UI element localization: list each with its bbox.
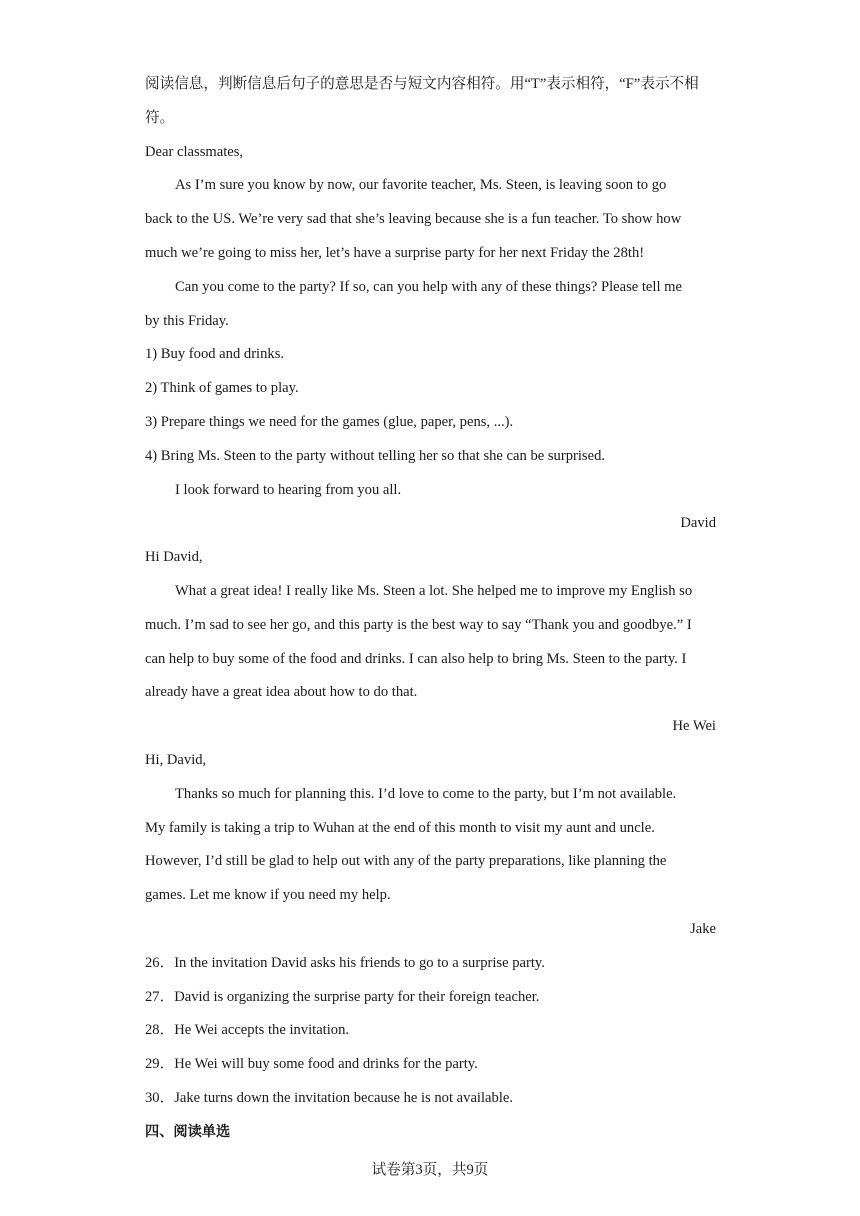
section-heading: 四、阅读单选 [145, 1123, 231, 1140]
letter-text-line: As I’m sure you know by now, our favorite teacher, Ms. Steen, is leaving soon to go [175, 177, 667, 194]
letter-text-line: games. Let me know if you need my help. [145, 887, 391, 904]
letter-signature: He Wei [672, 718, 716, 735]
letter-text-line: My family is taking a trip to Wuhan at the end of this month to visit my aunt and uncle. [145, 819, 655, 836]
letter-text-line: Can you come to the party? If so, can you help with any of these things? Please tell me [175, 278, 682, 295]
letter-he-wei [145, 541, 716, 744]
list-item: 1) Buy food and drinks. [145, 346, 285, 363]
exam-page-content [145, 68, 716, 1150]
letter-closing: I look forward to hearing from you all. [175, 481, 402, 498]
page-footer: 试卷第3页，共9页 [371, 1162, 489, 1178]
list-item: 3) Prepare things we need for the games (glue, paper, pens, ...). [145, 413, 514, 430]
question-list [145, 947, 716, 1116]
letter-greeting: Hi, David, [145, 751, 207, 768]
instructions-line-2: 符。 [145, 109, 175, 126]
instructions-line-1: 阅读信息，判断信息后句子的意思是否与短文内容相符。用“T”表示相符，“F”表示不相 [145, 76, 699, 92]
question-item: 29．He Wei will buy some food and drinks for the party. [145, 1056, 478, 1073]
question-item: 28．He Wei accepts the invitation. [145, 1022, 350, 1039]
list-item: 4) Bring Ms. Steen to the party without telling her so that she can be surprised. [145, 447, 606, 464]
letter-greeting: Dear classmates, [145, 143, 244, 160]
letter-greeting: Hi David, [145, 549, 203, 566]
letter-david [145, 136, 716, 542]
letter-jake [145, 744, 716, 947]
letter-signature: David [680, 515, 716, 532]
letter-text-line: Thanks so much for planning this. I’d love to come to the party, but I’m not available. [175, 785, 677, 802]
question-item: 30．Jake turns down the invitation because he is not available. [145, 1089, 513, 1106]
letter-text-line: already have a great idea about how to do that. [145, 684, 418, 701]
letter-text-line: much. I’m sad to see her go, and this party is the best way to say “Thank you and goodbye.” I [145, 616, 692, 633]
letter-text-line: can help to buy some of the food and drinks. I can also help to bring Ms. Steen to the party. I [145, 650, 687, 667]
letter-text-line: much we’re going to miss her, let’s have a surprise party for her next Friday the 28th! [145, 244, 645, 261]
question-item: 26．In the invitation David asks his friends to go to a surprise party. [145, 954, 545, 971]
letter-text-line: back to the US. We’re very sad that she’s leaving because she is a fun teacher. To show how [145, 211, 682, 228]
letter-text-line: However, I’d still be glad to help out with any of the party preparations, like planning the [145, 853, 667, 870]
letter-signature: Jake [690, 920, 716, 937]
question-item: 27．David is organizing the surprise party for their foreign teacher. [145, 988, 540, 1005]
letter-text-line: What a great idea! I really like Ms. Steen a lot. She helped me to improve my English so [175, 582, 693, 599]
list-item: 2) Think of games to play. [145, 380, 299, 397]
letter-text-line: by this Friday. [145, 312, 229, 329]
